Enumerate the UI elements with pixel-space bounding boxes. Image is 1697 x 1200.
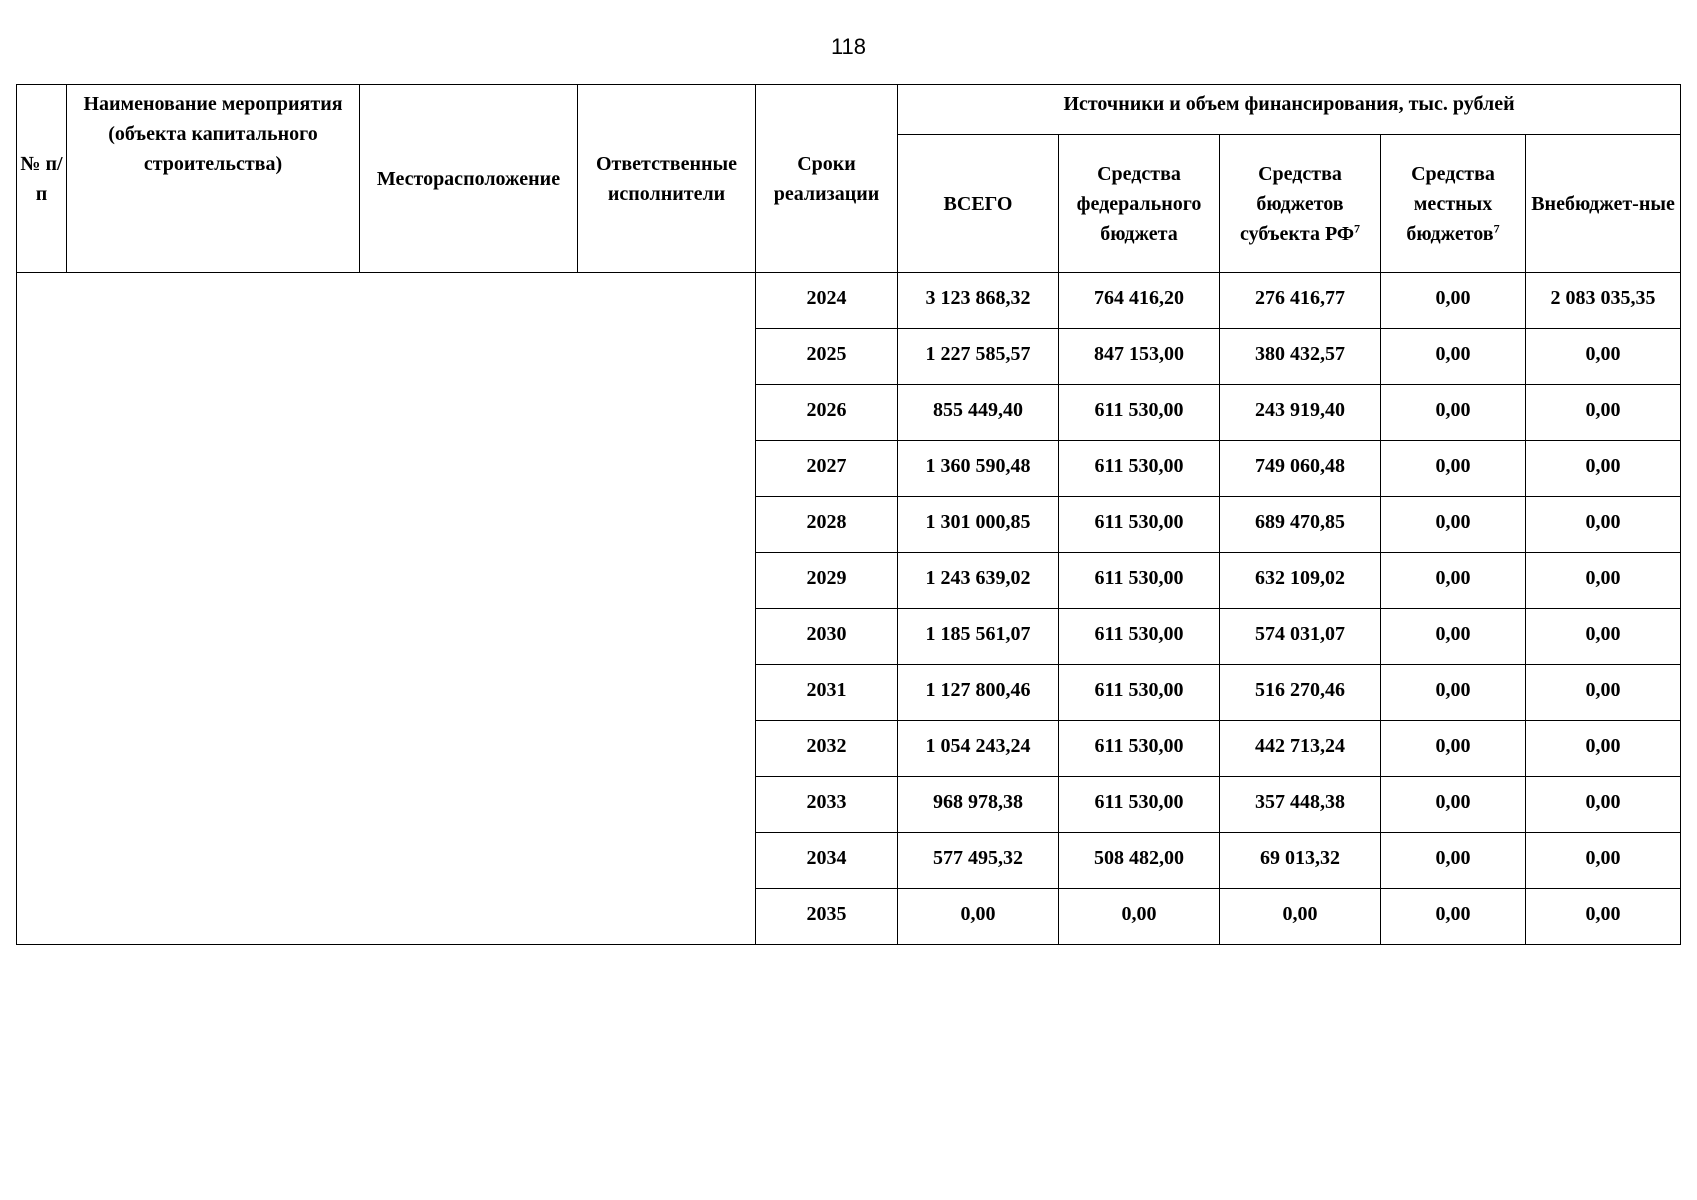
cell-total: 1 360 590,48 xyxy=(898,441,1059,497)
cell-year: 2035 xyxy=(756,889,898,945)
cell-subject: 749 060,48 xyxy=(1220,441,1381,497)
header-local xyxy=(1381,135,1526,273)
cell-federal: 611 530,00 xyxy=(1059,721,1220,777)
header-local-footnote: 7 xyxy=(1493,220,1500,235)
cell-total: 1 301 000,85 xyxy=(898,497,1059,553)
cell-local: 0,00 xyxy=(1381,441,1526,497)
header-name: Наименование мероприятия (объекта капитального строительства) xyxy=(67,85,360,273)
cell-year: 2030 xyxy=(756,609,898,665)
cell-total: 1 054 243,24 xyxy=(898,721,1059,777)
cell-subject: 574 031,07 xyxy=(1220,609,1381,665)
cell-extra: 0,00 xyxy=(1526,777,1681,833)
cell-subject: 243 919,40 xyxy=(1220,385,1381,441)
cell-total: 968 978,38 xyxy=(898,777,1059,833)
header-subject-text: Средства бюджетов субъекта РФ xyxy=(1239,162,1355,245)
cell-extra: 0,00 xyxy=(1526,329,1681,385)
cell-federal: 611 530,00 xyxy=(1059,665,1220,721)
cell-total: 3 123 868,32 xyxy=(898,273,1059,329)
cell-subject: 632 109,02 xyxy=(1220,553,1381,609)
cell-year: 2033 xyxy=(756,777,898,833)
header-local-text: Средства местных бюджетов xyxy=(1406,162,1495,245)
cell-total: 577 495,32 xyxy=(898,833,1059,889)
cell-subject: 689 470,85 xyxy=(1220,497,1381,553)
cell-total: 1 185 561,07 xyxy=(898,609,1059,665)
cell-local: 0,00 xyxy=(1381,889,1526,945)
cell-federal: 611 530,00 xyxy=(1059,553,1220,609)
cell-extra: 0,00 xyxy=(1526,889,1681,945)
header-subject-footnote: 7 xyxy=(1354,220,1361,235)
cell-subject: 380 432,57 xyxy=(1220,329,1381,385)
page-number: 118 xyxy=(830,34,867,59)
header-num: № п/п xyxy=(17,85,67,273)
cell-federal: 611 530,00 xyxy=(1059,441,1220,497)
cell-year: 2026 xyxy=(756,385,898,441)
cell-year: 2025 xyxy=(756,329,898,385)
cell-federal: 611 530,00 xyxy=(1059,777,1220,833)
header-executors: Ответственные исполнители xyxy=(578,85,756,273)
cell-federal: 847 153,00 xyxy=(1059,329,1220,385)
cell-subject: 276 416,77 xyxy=(1220,273,1381,329)
cell-year: 2027 xyxy=(756,441,898,497)
cell-extra: 0,00 xyxy=(1526,385,1681,441)
header-total: ВСЕГО xyxy=(898,135,1059,273)
cell-subject: 0,00 xyxy=(1220,889,1381,945)
cell-local: 0,00 xyxy=(1381,777,1526,833)
cell-local: 0,00 xyxy=(1381,497,1526,553)
table-body xyxy=(17,273,1681,945)
header-subject xyxy=(1220,135,1381,273)
header-sources: Источники и объем финансирования, тыс. рублей xyxy=(898,85,1681,135)
cell-year: 2031 xyxy=(756,665,898,721)
cell-subject: 357 448,38 xyxy=(1220,777,1381,833)
header-extra: Внебюджет-ные xyxy=(1526,135,1681,273)
cell-year: 2028 xyxy=(756,497,898,553)
cell-total: 0,00 xyxy=(898,889,1059,945)
cell-extra: 0,00 xyxy=(1526,665,1681,721)
cell-total: 1 127 800,46 xyxy=(898,665,1059,721)
cell-federal: 611 530,00 xyxy=(1059,385,1220,441)
cell-extra: 0,00 xyxy=(1526,833,1681,889)
cell-total: 1 243 639,02 xyxy=(898,553,1059,609)
cell-year: 2029 xyxy=(756,553,898,609)
cell-federal: 611 530,00 xyxy=(1059,497,1220,553)
cell-year: 2032 xyxy=(756,721,898,777)
cell-year: 2024 xyxy=(756,273,898,329)
cell-local: 0,00 xyxy=(1381,609,1526,665)
cell-year: 2034 xyxy=(756,833,898,889)
cell-local: 0,00 xyxy=(1381,833,1526,889)
header-federal: Средства федерального бюджета xyxy=(1059,135,1220,273)
cell-subject: 442 713,24 xyxy=(1220,721,1381,777)
cell-local: 0,00 xyxy=(1381,553,1526,609)
cell-subject: 516 270,46 xyxy=(1220,665,1381,721)
cell-total: 855 449,40 xyxy=(898,385,1059,441)
cell-total: 1 227 585,57 xyxy=(898,329,1059,385)
cell-federal: 764 416,20 xyxy=(1059,273,1220,329)
cell-extra: 0,00 xyxy=(1526,497,1681,553)
cell-local: 0,00 xyxy=(1381,721,1526,777)
cell-subject: 69 013,32 xyxy=(1220,833,1381,889)
cell-federal: 0,00 xyxy=(1059,889,1220,945)
cell-local: 0,00 xyxy=(1381,273,1526,329)
header-terms: Сроки реализации xyxy=(756,85,898,273)
financing-table xyxy=(16,84,1681,945)
table-row xyxy=(17,273,1681,329)
cell-federal: 611 530,00 xyxy=(1059,609,1220,665)
cell-extra: 0,00 xyxy=(1526,441,1681,497)
cell-extra: 2 083 035,35 xyxy=(1526,273,1681,329)
cell-federal: 508 482,00 xyxy=(1059,833,1220,889)
cell-extra: 0,00 xyxy=(1526,609,1681,665)
header-location: Месторасположение xyxy=(360,85,578,273)
cell-extra: 0,00 xyxy=(1526,721,1681,777)
cell-local: 0,00 xyxy=(1381,385,1526,441)
empty-merged-cell xyxy=(17,273,756,945)
cell-local: 0,00 xyxy=(1381,665,1526,721)
cell-local: 0,00 xyxy=(1381,329,1526,385)
cell-extra: 0,00 xyxy=(1526,553,1681,609)
